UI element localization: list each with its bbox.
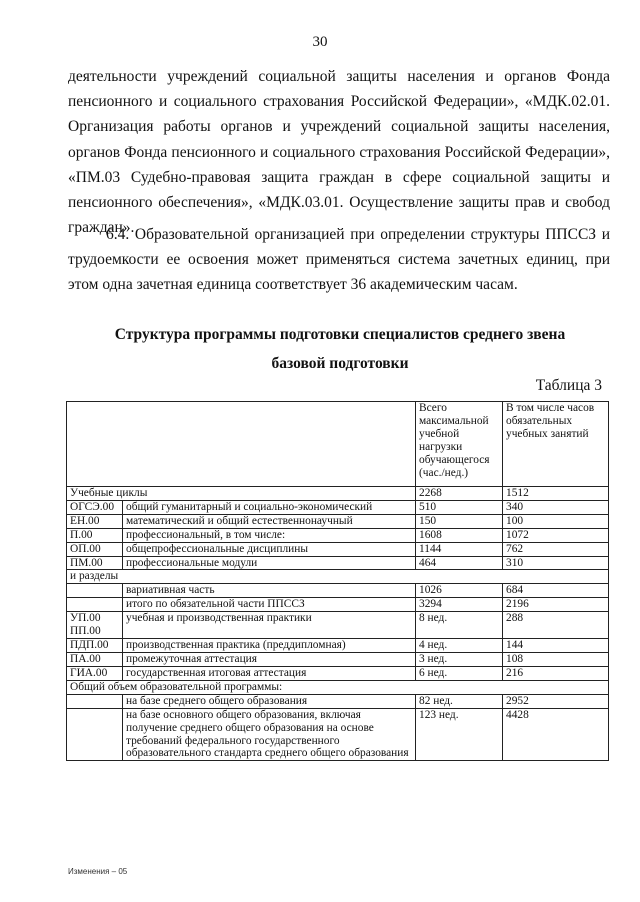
row-name: на базе основного общего образования, включая получение среднего общего образования на основе требований федерального государственного образовательного стандарта среднего общего образования: [123, 708, 416, 761]
row-total: 82 нед.: [416, 694, 503, 708]
table-caption: Таблица 3: [535, 377, 602, 394]
row-mandatory: 100: [503, 514, 609, 528]
row-name: профессиональные модули: [123, 556, 416, 570]
table-row: [67, 708, 609, 761]
row-code: П.00: [67, 528, 123, 542]
row-label: Общий объем образовательной программы:: [67, 680, 609, 694]
row-total: 3 нед.: [416, 653, 503, 667]
page-number: 30: [312, 34, 328, 50]
row-code: [67, 584, 123, 598]
header-mandatory-hours: В том числе часов обязательных учебных занятий: [503, 402, 609, 487]
row-name: на базе среднего общего образования: [123, 694, 416, 708]
row-mandatory: 288: [503, 612, 609, 639]
row-name: учебная и производственная практики: [123, 612, 416, 639]
row-name: профессиональный, в том числе:: [123, 528, 416, 542]
row-code: [67, 598, 123, 612]
table-row: [67, 612, 609, 639]
table-row: [67, 653, 609, 667]
table-row: [67, 514, 609, 528]
paragraph-continuation: деятельности учреждений социальной защиты населения и органов Фонда пенсионного и социального страхования Российской Федерации», «МДК.02.01. Организация работы органов и учреждений социальной защиты населения, органов Фонда пенсионного и социального страхования Российской Федерации», «ПМ.03 Судебно-правовая защита граждан в сфере социальной защиты и пенсионного обеспечения», «МДК.03.01. Осуществление защиты прав и свобод граждан».: [68, 68, 610, 237]
row-mandatory: 4428: [503, 708, 609, 761]
table-row: [67, 639, 609, 653]
row-mandatory: 762: [503, 542, 609, 556]
row-name: вариативная часть: [123, 584, 416, 598]
row-total: 123 нед.: [416, 708, 503, 761]
row-total: 6 нед.: [416, 666, 503, 680]
row-label: и разделы: [67, 570, 609, 584]
header-total-load: Всего максимальной учебной нагрузки обучающегося (час./нед.): [416, 402, 503, 487]
row-total: 1144: [416, 542, 503, 556]
row-total: 1026: [416, 584, 503, 598]
row-code-line: ПП.00: [70, 625, 101, 638]
row-mandatory: 216: [503, 666, 609, 680]
row-mandatory: 108: [503, 653, 609, 667]
row-total: 4 нед.: [416, 639, 503, 653]
row-total: 150: [416, 514, 503, 528]
row-mandatory: 340: [503, 500, 609, 514]
table-row: [67, 556, 609, 570]
row-mandatory: 684: [503, 584, 609, 598]
table-row: [67, 666, 609, 680]
row-code: ОП.00: [67, 542, 123, 556]
row-mandatory: 1512: [503, 487, 609, 501]
row-name: математический и общий естественнонаучный: [123, 514, 416, 528]
table-row: [67, 528, 609, 542]
row-code: ПА.00: [67, 653, 123, 667]
table-row: [67, 584, 609, 598]
row-name: промежуточная аттестация: [123, 653, 416, 667]
row-name: общепрофессиональные дисциплины: [123, 542, 416, 556]
footer-revision: Изменения – 05: [68, 867, 128, 876]
table-row: [67, 598, 609, 612]
row-total: 510: [416, 500, 503, 514]
row-mandatory: 144: [503, 639, 609, 653]
row-code: ГИА.00: [67, 666, 123, 680]
row-code: ПДП.00: [67, 639, 123, 653]
table-header-row: [67, 402, 609, 487]
row-total: 2268: [416, 487, 503, 501]
row-code: ПМ.00: [67, 556, 123, 570]
row-mandatory: 310: [503, 556, 609, 570]
table-row: [67, 694, 609, 708]
header-empty-cell: [67, 402, 416, 487]
row-label: Учебные циклы: [67, 487, 416, 501]
table-row: [67, 542, 609, 556]
row-code: ЕН.00: [67, 514, 123, 528]
row-code-line: УП.00: [70, 612, 101, 625]
row-code: [67, 708, 123, 761]
paragraph-6-4: 6.4. Образовательной организацией при определении структуры ППССЗ и трудоемкости ее освоения может применяться система зачетных единиц, при этом одна зачетная единица соответствует 36 академическим часам.: [68, 226, 610, 294]
row-code: [67, 612, 123, 639]
table-title-line1: Структура программы подготовки специалистов среднего звена: [114, 326, 566, 343]
row-mandatory: 2952: [503, 694, 609, 708]
row-total: 8 нед.: [416, 612, 503, 639]
row-code: [67, 694, 123, 708]
row-name: государственная итоговая аттестация: [123, 666, 416, 680]
row-total: 3294: [416, 598, 503, 612]
row-name: производственная практика (преддипломная): [123, 639, 416, 653]
row-name: итого по обязательной части ППССЗ: [123, 598, 416, 612]
row-total: 1608: [416, 528, 503, 542]
row-mandatory: 1072: [503, 528, 609, 542]
row-total: 464: [416, 556, 503, 570]
table-row: [67, 570, 609, 584]
table-row: [67, 500, 609, 514]
row-name: общий гуманитарный и социально-экономический: [123, 500, 416, 514]
table-title-line2: базовой подготовки: [271, 355, 409, 372]
table-row: [67, 680, 609, 694]
row-code: ОГСЭ.00: [67, 500, 123, 514]
table-row: [67, 487, 609, 501]
row-mandatory: 2196: [503, 598, 609, 612]
program-structure-table: [66, 401, 609, 761]
